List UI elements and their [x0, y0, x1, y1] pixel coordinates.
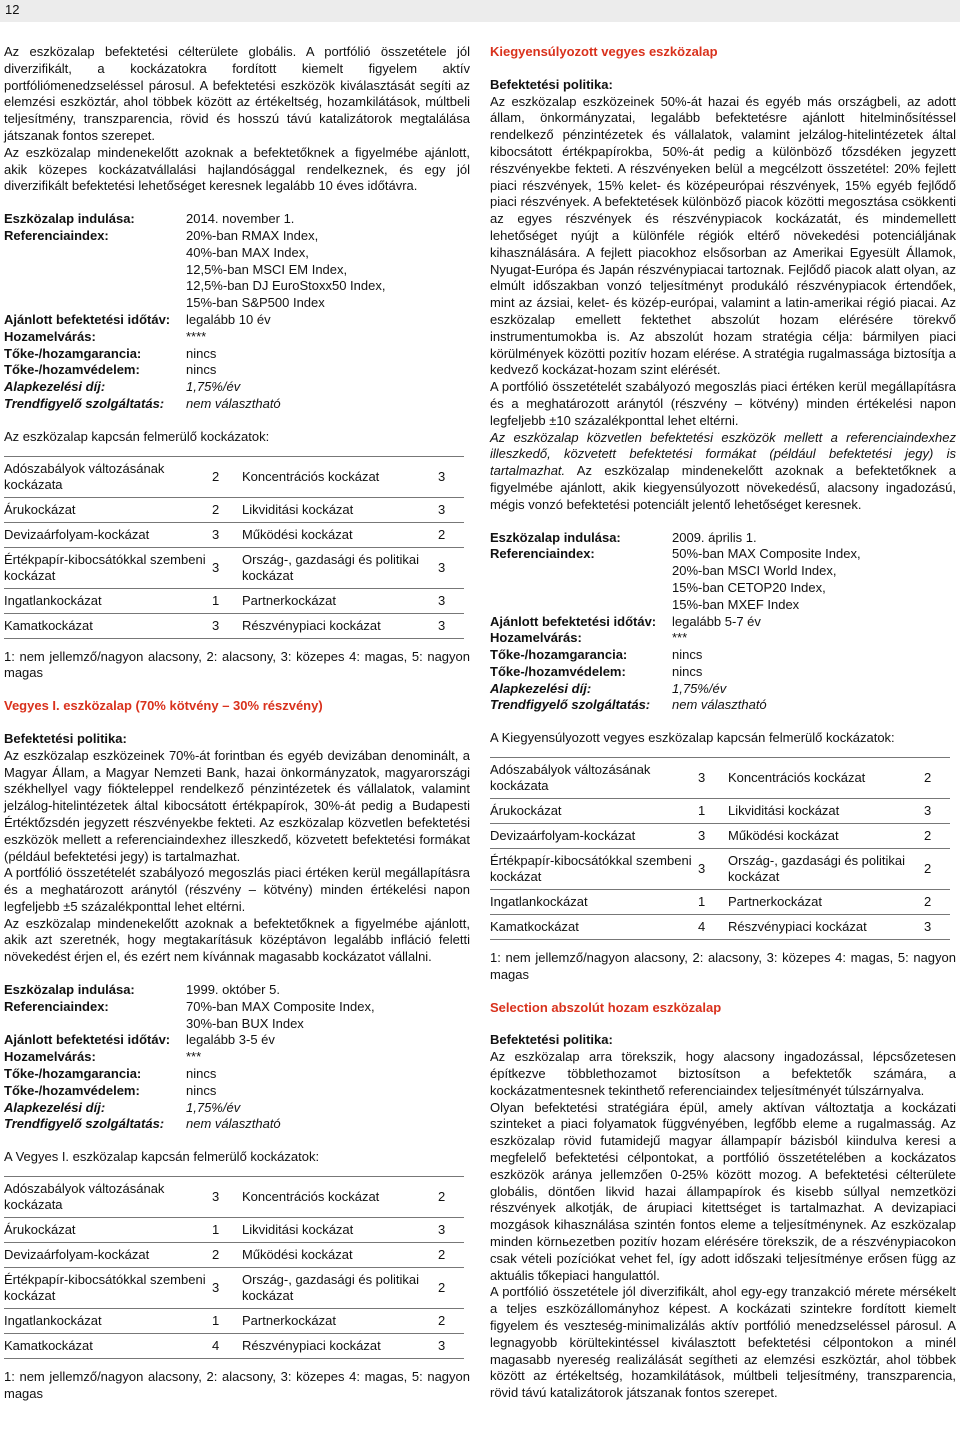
info-value: 2009. április 1.	[672, 529, 757, 545]
info-value: 12,5%-ban MSCI EM Index,	[186, 261, 348, 277]
info-key: Hozamelvárás:	[490, 630, 582, 646]
info-row	[4, 1032, 375, 1049]
risk-row	[4, 1177, 464, 1218]
info-key: Tőke-/hozamvédelem:	[4, 362, 140, 378]
risk-value: 2	[212, 1243, 242, 1268]
info-row	[4, 1083, 375, 1100]
info-value: nincs	[186, 362, 217, 378]
risk-row	[4, 522, 464, 547]
risk-value: 3	[438, 497, 464, 522]
info-value: legalább 3-5 év	[186, 1032, 275, 1048]
risk-name: Koncentrációs kockázat	[728, 758, 924, 799]
fund-info-table	[4, 982, 375, 1133]
fund-policy-rest-text: Az eszközalap mindenekelőtt azoknak a befektetőknek a figyelmébe ajánlott, akik kiegyensúlyozott növekedésű, alacsony ingadozású, mégis vonzó befektetési potenciált jelentő lehetőséget keresnek.	[490, 463, 956, 512]
info-row	[490, 614, 861, 631]
fund-title-vegyes: Vegyes I. eszközalap (70% kötvény – 30% részvény)	[4, 698, 323, 714]
risk-name: Likviditási kockázat	[728, 799, 924, 824]
info-key: Trendfigyelő szolgáltatás:	[490, 697, 651, 713]
info-key	[4, 1016, 186, 1033]
risk-name: Árukockázat	[490, 799, 698, 824]
info-value: 50%-ban MAX Composite Index,	[672, 546, 861, 562]
info-key: Hozamelvárás:	[4, 328, 96, 344]
fund-policy-italic-text: Az eszközalap közvetlen befektetési eszközök mellett a referenciaindexhez illeszkedő, közvetett befektetési formákat (például befektetési jegy) is tartalmazhat.	[490, 429, 956, 479]
risk-row	[490, 824, 950, 849]
info-value: nem választható	[186, 1116, 281, 1132]
info-row	[4, 245, 385, 262]
risk-value: 2	[924, 890, 950, 915]
info-key: Ajánlott befektetési időtáv:	[4, 1032, 171, 1048]
info-key	[490, 563, 672, 580]
risk-name: Értékpapír-kibocsátókkal szembeni kockázat	[490, 849, 698, 890]
risk-name: Ingatlankockázat	[4, 588, 212, 613]
info-value: legalább 5-7 év	[672, 613, 761, 629]
info-key: Alapkezelési díj:	[4, 1099, 106, 1115]
info-value: 1,75%/év	[186, 379, 241, 395]
info-row	[490, 530, 861, 547]
fund-policy-paragraph-2: Olyan befektetési stratégiára épül, amely aktívan változtatja a kockázati szinteket a piaci folyamatok függvényében, legfőbb eleme a rugalmasság. Az eszközalap rövid futamidejű magyar állampapír bázisból kiindulva keresi a megfelelő befektetési célpontokat, a portfólió összetételében a kockázatos eszközök aránya jellemzően 0-25% között mozog. A befektetési célterülete globális, döntően likvid hazai állampapírok és kisebb súllyal nemzetközi részvények alkotják, de árupiaci kitettséget is tartalmazhat. A devizapiaci mozgások kihasználása szintén fontos eleme a teljesítménynek. Az eszközalap minden körnьezetben pozitív hozam elérésére törekszik, de a részvénypiacokon csak vételi pozíciókat vehet fel, így adott időszaki teljesítménye erősen függ az aktuális tőkepiaci hangulattól.	[490, 1099, 956, 1283]
info-key: Referenciaindex:	[4, 227, 109, 243]
risk-legend: 1: nem jellemző/nagyon alacsony, 2: alacsony, 3: közepes 4: magas, 5: nagyon magas	[4, 1369, 470, 1401]
risk-value: 1	[212, 588, 242, 613]
left-column	[4, 44, 470, 1403]
intro-paragraph-1: Az eszközalap befektetési célterülete globális. A portfólió összetétele jól diverzifikált, a kockázatokra fordított kiemelt figyelem aktív portfóliómenedzsеléssel párosul. A befektetési eszközök kiválasztását segíti az elemzési eszköztár, ahol többek között az értékeltség, hozamkilátások, múltbeli teljesítmény, transzparencia, rövid és hosszú távú katalizátorok megtalálása játszanak fontos szerepet.	[4, 44, 470, 143]
info-row	[4, 1066, 375, 1083]
info-key	[490, 580, 672, 597]
info-key: Trendfigyelő szolgáltatás:	[4, 1116, 165, 1132]
risk-name: Kamatkockázat	[490, 915, 698, 940]
risk-name: Ország-, gazdasági és politikai kockázat	[242, 1268, 438, 1309]
policy-label: Befektetési politika:	[490, 1032, 613, 1048]
risk-row	[4, 456, 464, 497]
risk-name: Működési kockázat	[728, 824, 924, 849]
risk-table-title: A Vegyes I. eszközalap kapcsán felmerülő kockázatok:	[4, 1149, 320, 1165]
risk-row	[4, 613, 464, 638]
risk-name: Részvénypiaci kockázat	[728, 915, 924, 940]
risk-value: 3	[212, 522, 242, 547]
info-value: nincs	[672, 647, 703, 663]
info-key: Tőke-/hozamgarancia:	[4, 1066, 142, 1082]
info-row	[4, 262, 385, 279]
risk-value: 3	[212, 613, 242, 638]
info-row	[4, 1116, 375, 1133]
info-value: ****	[186, 328, 207, 344]
fund-policy-paragraph-3: Az eszközalap mindenekelőtt azoknak a befektetőknek a figyelmébe ajánlott, akik azt szeretnék, hogy megtakarításuk középtávon legalább infláció feletti növekedést érjen el, és ezért nem kívánnak magasabb kockázatot vállalni.	[4, 915, 470, 965]
info-value: 1,75%/év	[186, 1099, 241, 1115]
right-column	[490, 44, 956, 1402]
risk-row	[490, 849, 950, 890]
info-value: nincs	[186, 345, 217, 361]
info-key	[4, 262, 186, 279]
risk-table-title: A Kiegyensúlyozott vegyes eszközalap kapcsán felmerülő kockázatok:	[490, 730, 895, 746]
risk-value: 2	[438, 522, 464, 547]
risk-table	[4, 456, 464, 639]
fund-policy-paragraph-1: Az eszközalap arra törekszik, hogy alacsony ingadozással, lépcsőzetesen építkezve többlethozamot biztosítson a befektetők számára, a kockázatmentesnek tekinthető referenciaindex teljesítményét túlszárnyalva.	[490, 1049, 956, 1098]
risk-legend: 1: nem jellemző/nagyon alacsony, 2: alacsony, 3: közepes 4: magas, 5: nagyon magas	[4, 648, 470, 681]
info-row	[490, 580, 861, 597]
risk-value: 1	[212, 1218, 242, 1243]
info-value: 30%-ban BUX Index	[186, 1015, 304, 1031]
risk-name: Ingatlankockázat	[4, 1309, 212, 1334]
risk-row	[4, 1334, 464, 1359]
risk-value: 3	[924, 915, 950, 940]
risk-table	[4, 1176, 464, 1359]
info-row	[490, 597, 861, 614]
risk-value: 3	[438, 588, 464, 613]
info-row	[4, 228, 385, 245]
risk-name: Adószabályok változásának kockázata	[4, 1177, 212, 1218]
info-row	[4, 396, 385, 413]
risk-name: Működési kockázat	[242, 522, 438, 547]
info-row	[490, 664, 861, 681]
info-key: Hozamelvárás:	[4, 1049, 96, 1065]
info-value: legalább 10 év	[186, 311, 271, 327]
risk-row	[4, 497, 464, 522]
risk-value: 2	[212, 497, 242, 522]
info-row	[490, 681, 861, 698]
policy-label: Befektetési politika:	[490, 76, 613, 92]
risk-name: Kamatkockázat	[4, 613, 212, 638]
info-value: nincs	[672, 663, 703, 679]
risk-row	[4, 588, 464, 613]
info-row	[4, 1016, 375, 1033]
info-key: Tőke-/hozamgarancia:	[490, 647, 628, 663]
risk-name: Devizaárfolyam-kockázat	[4, 1243, 212, 1268]
risk-value: 2	[924, 824, 950, 849]
info-key: Tőke-/hozamgarancia:	[4, 345, 142, 361]
risk-value: 3	[438, 547, 464, 588]
risk-value: 3	[438, 1334, 464, 1359]
risk-value: 3	[924, 799, 950, 824]
risk-name: Partnerkockázat	[242, 1309, 438, 1334]
info-key: Eszközalap indulása:	[490, 529, 621, 545]
risk-row	[4, 1309, 464, 1334]
info-row	[4, 278, 385, 295]
fund-policy-paragraph-3	[490, 430, 956, 514]
risk-name: Részvénypiaci kockázat	[242, 1334, 438, 1359]
info-value: 70%-ban MAX Composite Index,	[186, 998, 375, 1014]
info-row	[490, 563, 861, 580]
fund-policy-paragraph-1: Az eszközalap eszközeinek 50%-át hazai és egyéb más országbeli, az adott állam, önkormányzatai, legalább befektetésre ajánlott hitelminősítéssel rendelkező pénzintézetek és vállalatok, valamint jelzálog-hitelintézetek által kibocsátott értékpapírokba, 50%-át pedig a különböző tőzsdéken jegyzett részvényekbe fekteti. A részvényeken belül a megcélzott összetétel: 20% fejlett piaci részvények, 15% kelet- és középeurópai részvények, 15% egyéb fejlődő piaci részvények. A befektetések különböző piacok közötti megosztása csökkenti az egyes részvények és részvénypiacok kockázatát, és mindemellett lehetőséget nyújt a különféle régiók eltérő növekedési potenciáljának kihasználására. A fejlett piacokhoz elsősorban az Amerikai Egyesült Államok, Nyugat-Európa és Japán részvénypiacai tartoznak. Fejlődő piacok alatt olyan, az elmúlt időszakban vonzó teljesítményt produkáló részvénypiacok értendőek, mint az ázsiai, kelet- és közép-európai, valamint a latin-amerikai régió piacai. Az eszközalap emellett fektethet abszolút hozam elérésére törekvő instrumentumokba is. Az abszolút hozam stratégia célja: bármilyen piaci körülmények közötti pozitív hozam elérése. A stratégia rugalmassága biztosítja a kedvező kockázat-hozam szint elérését.	[490, 93, 956, 378]
fund-policy-paragraph-2: A portfólió összetételét szabályozó megoszlás piaci értéken kerül megállapításra és a meghatározott aránytól (részvény – kötvény) minden értékelési napon legfeljebb ±10 százalékponttal lehet eltérni.	[490, 379, 956, 428]
risk-row	[490, 799, 950, 824]
risk-row	[4, 547, 464, 588]
info-value: ***	[672, 630, 688, 646]
info-key: Tőke-/hozamvédelem:	[490, 663, 626, 679]
info-row	[490, 647, 861, 664]
risk-name: Értékpapír-kibocsátókkal szembeni kockázat	[4, 1268, 212, 1309]
risk-name: Árukockázat	[4, 1218, 212, 1243]
fund-title-kiegyensulyozott: Kiegyensúlyozott vegyes eszközalap	[490, 44, 718, 59]
risk-row	[490, 890, 950, 915]
info-key: Eszközalap indulása:	[4, 211, 135, 227]
info-key: Trendfigyelő szolgáltatás:	[4, 395, 165, 411]
info-row	[4, 362, 385, 379]
info-key: Ajánlott befektetési időtáv:	[490, 613, 657, 629]
risk-name: Árukockázat	[4, 497, 212, 522]
info-value: 40%-ban MAX Index,	[186, 244, 309, 260]
risk-value: 1	[212, 1309, 242, 1334]
risk-name: Ország-, gazdasági és politikai kockázat	[242, 547, 438, 588]
info-value: 2014. november 1.	[186, 211, 295, 227]
risk-row	[4, 1268, 464, 1309]
fund-info-table	[490, 530, 861, 715]
policy-label: Befektetési politika:	[4, 730, 127, 746]
risk-table-title: Az eszközalap kapcsán felmerülő kockázatok:	[4, 428, 270, 444]
info-key	[4, 295, 186, 312]
info-row	[4, 346, 385, 363]
info-key	[4, 278, 186, 295]
risk-name: Partnerkockázat	[728, 890, 924, 915]
info-key: Alapkezelési díj:	[490, 680, 592, 696]
fund-title-selection: Selection abszolút hozam eszközalap	[490, 999, 722, 1015]
risk-value: 2	[212, 456, 242, 497]
risk-value: 4	[698, 915, 728, 940]
info-value: nem választható	[186, 395, 281, 411]
risk-value: 2	[438, 1309, 464, 1334]
info-row	[4, 312, 385, 329]
risk-name: Adószabályok változásának kockázata	[4, 456, 212, 497]
risk-value: 4	[212, 1334, 242, 1359]
risk-row	[4, 1243, 464, 1268]
risk-value: 2	[924, 758, 950, 799]
info-row	[4, 1100, 375, 1117]
info-key: Alapkezelési díj:	[4, 379, 106, 395]
info-row	[4, 295, 385, 312]
risk-name: Koncentrációs kockázat	[242, 1177, 438, 1218]
info-row	[4, 982, 375, 999]
info-key: Referenciaindex:	[4, 998, 109, 1014]
info-row	[490, 630, 861, 647]
risk-name: Partnerkockázat	[242, 588, 438, 613]
info-value: 15%-ban CETOP20 Index,	[672, 579, 826, 595]
info-value: nem választható	[672, 697, 767, 713]
info-key	[4, 245, 186, 262]
info-value: 1999. október 5.	[186, 982, 280, 998]
risk-table	[490, 757, 950, 940]
risk-value: 3	[438, 1218, 464, 1243]
risk-name: Ország-, gazdasági és politikai kockázat	[728, 849, 924, 890]
info-row	[4, 329, 385, 346]
info-value: ***	[186, 1049, 202, 1065]
risk-value: 3	[698, 849, 728, 890]
info-key	[490, 597, 672, 614]
info-row	[4, 999, 375, 1016]
info-value: 20%-ban MSCI World Index,	[672, 563, 837, 579]
fund-info-table	[4, 211, 385, 413]
info-row	[490, 546, 861, 563]
risk-value: 3	[438, 613, 464, 638]
risk-value: 3	[438, 456, 464, 497]
risk-name: Ingatlankockázat	[490, 890, 698, 915]
risk-name: Likviditási kockázat	[242, 1218, 438, 1243]
info-row	[4, 379, 385, 396]
info-row	[490, 697, 861, 714]
risk-name: Értékpapír-kibocsátókkal szembeni kockázat	[4, 547, 212, 588]
info-value: 15%-ban S&P500 Index	[186, 295, 325, 311]
risk-row	[490, 915, 950, 940]
risk-name: Devizaárfolyam-kockázat	[490, 824, 698, 849]
risk-value: 3	[212, 547, 242, 588]
info-value: nincs	[186, 1066, 217, 1082]
risk-name: Működési kockázat	[242, 1243, 438, 1268]
info-value: nincs	[186, 1082, 217, 1098]
risk-value: 3	[698, 824, 728, 849]
fund-policy-paragraph-2: A portfólió összetételét szabályozó megoszlás piaci értéken kerül megállapításra és a meghatározott aránytól (részvény – kötvény) minden értékelési napon legfeljebb ±5 százalékponttal lehet eltérni.	[4, 865, 470, 914]
info-row	[4, 1049, 375, 1066]
intro-paragraph-2: Az eszközalap mindenekelőtt azoknak a befektetőknek a figyelmébe ajánlott, akik közepes kockázatvállalási hajlandósággal rendelkeznek, és egy jól diverzifikált befektetési lehetőséget keresnek legalább 10 éves időtávra.	[4, 144, 470, 194]
risk-name: Likviditási kockázat	[242, 497, 438, 522]
risk-value: 2	[438, 1177, 464, 1218]
risk-name: Kamatkockázat	[4, 1334, 212, 1359]
info-row	[4, 211, 385, 228]
risk-legend: 1: nem jellemző/nagyon alacsony, 2: alacsony, 3: közepes 4: magas, 5: nagyon magas	[490, 950, 956, 982]
page-number: 12	[5, 2, 20, 17]
risk-name: Koncentrációs kockázat	[242, 456, 438, 497]
fund-policy-paragraph-3: A portfólió összetétele jól diverzifikált, ahol egy-egy tranzakció mérete mérsékelt a teljes eszközállományhoz képest. A kockázati szintekre fordított kiemelt figyelem és veszteség-minimalizálás aktív portfólió menedzseléssel párosul. A legnagyobb körültekintéssel kiválasztott befektetési célpontokon a minél magasabb nyereség realizálását segítheti az elemzési eszköztár, ahol többek között az értékeltség, hozamkilátások, múltbeli teljesítmény, transzparencia, rövid távú katalizátorok játszanak fontos szerepet.	[490, 1284, 956, 1401]
page-header-bar	[0, 0, 960, 22]
info-value: 15%-ban MXEF Index	[672, 596, 800, 612]
risk-name: Adószabályok változásának kockázata	[490, 758, 698, 799]
risk-name: Részvénypiaci kockázat	[242, 613, 438, 638]
risk-value: 2	[924, 849, 950, 890]
risk-value: 3	[698, 758, 728, 799]
info-key: Eszközalap indulása:	[4, 982, 135, 998]
risk-value: 2	[438, 1243, 464, 1268]
risk-value: 2	[438, 1268, 464, 1309]
info-value: 1,75%/év	[672, 680, 727, 696]
risk-value: 3	[212, 1268, 242, 1309]
info-value: 20%-ban RMAX Index,	[186, 227, 319, 243]
risk-value: 3	[212, 1177, 242, 1218]
risk-row	[490, 758, 950, 799]
info-key: Tőke-/hozamvédelem:	[4, 1082, 140, 1098]
risk-name: Devizaárfolyam-kockázat	[4, 522, 212, 547]
risk-value: 1	[698, 890, 728, 915]
risk-row	[4, 1218, 464, 1243]
info-value: 12,5%-ban DJ EuroStoxx50 Index,	[186, 278, 386, 294]
info-key: Referenciaindex:	[490, 546, 595, 562]
fund-policy-paragraph-1: Az eszközalap eszközeinek 70%-át forintban és egyéb devizában denominált, a Magyar Állam, a Magyar Nemzeti Bank, hazai önkormányzatok, magyarországi székhellyel vagy fiókteleppel rendelkező pénzintézetek és vállalatok, valamint jelzálog-hitelintézetek által kibocsátott értékpapírok, 30%-át pedig a Budapesti Értéktőzsdén jegyzett részvényekbe fekteti. Az eszközalap közvetlen befektetési eszközök mellett a referenciaindexhez illeszkedő, közvetett befektetési formákat (például befektetési jegy) is tartalmazhat.	[4, 747, 470, 864]
risk-value: 1	[698, 799, 728, 824]
info-key: Ajánlott befektetési időtáv:	[4, 311, 171, 327]
